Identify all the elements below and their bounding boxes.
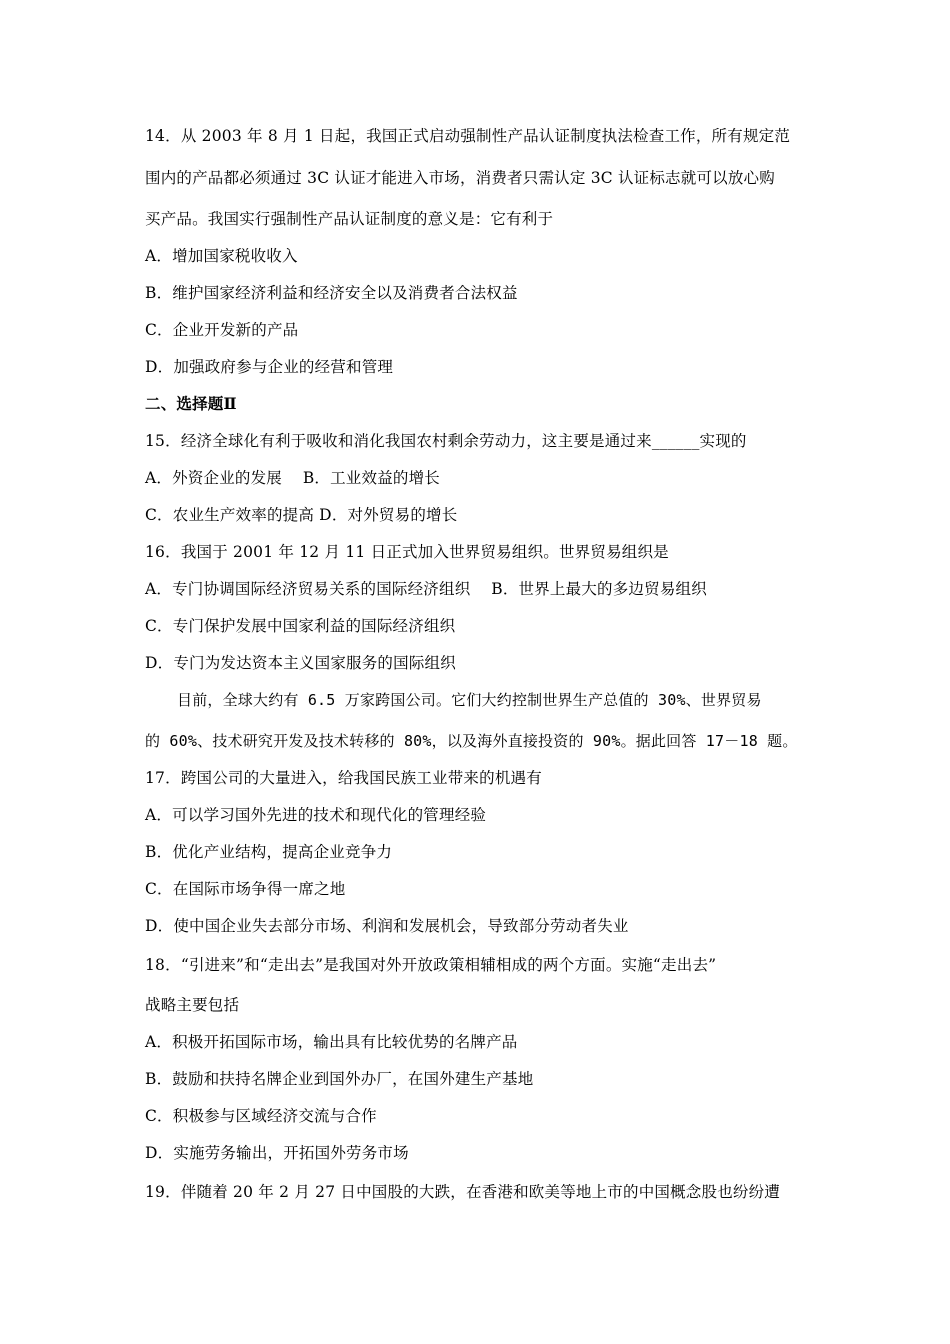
- question-14-stem-line-1: 14．从 2003 年 8 月 1 日起，我国正式启动强制性产品认证制度执法检查工作，所有规定范: [145, 127, 791, 145]
- section-title: 二、选择题Ⅱ: [145, 394, 237, 413]
- question-18-option-c: C．积极参与区域经济交流与合作: [145, 1107, 377, 1125]
- question-14-option-d: D．加强政府参与企业的经营和管理: [145, 358, 394, 376]
- question-17-option-a: A．可以学习国外先进的技术和现代化的管理经验: [145, 806, 487, 824]
- question-17-option-d: D．使中国企业失去部分市场、利润和发展机会，导致部分劳动者失业: [145, 917, 629, 935]
- question-14-option-b: B．维护国家经济利益和经济安全以及消费者合法权益: [145, 284, 518, 302]
- question-18-option-d: D．实施劳务输出，开拓国外劳务市场: [145, 1144, 409, 1162]
- question-14-option-c: C．企业开发新的产品: [145, 321, 299, 339]
- question-16-option-c: C．专门保护发展中国家利益的国际经济组织: [145, 617, 456, 635]
- question-15-options-cd: C．农业生产效率的提高 D．对外贸易的增长: [145, 506, 458, 524]
- question-15-stem: 15．经济全球化有利于吸收和消化我国农村剩余劳动力，这主要是通过来______实现的: [145, 432, 747, 450]
- question-16-option-d: D．专门为发达资本主义国家服务的国际组织: [145, 654, 456, 672]
- question-17-stem: 17．跨国公司的大量进入，给我国民族工业带来的机遇有: [145, 769, 542, 787]
- question-18-option-b: B．鼓励和扶持名牌企业到国外办厂，在国外建生产基地: [145, 1070, 534, 1088]
- question-17-option-c: C．在国际市场争得一席之地: [145, 880, 346, 898]
- question-18-option-a: A．积极开拓国际市场，输出具有比较优势的名牌产品: [145, 1033, 518, 1051]
- question-16-options-ab: A．专门协调国际经济贸易关系的国际经济组织 B．世界上最大的多边贸易组织: [145, 580, 707, 598]
- question-17-option-b: B．优化产业结构，提高企业竞争力: [145, 843, 393, 861]
- question-15-options-ab: A．外资企业的发展 B．工业效益的增长: [145, 469, 441, 487]
- question-18-stem-line-2: 战略主要包括: [145, 996, 240, 1014]
- question-16-stem: 16．我国于 2001 年 12 月 11 日正式加入世界贸易组织。世界贸易组织是: [145, 543, 669, 561]
- question-14-stem-line-2: 围内的产品都必须通过 3C 认证才能进入市场，消费者只需认定 3C 认证标志就可以放心购: [145, 169, 775, 187]
- question-19-stem-line-1: 19．伴随着 20 年 2 月 27 日中国股的大跌，在香港和欧美等地上市的中国概念股也纷纷遭: [145, 1183, 780, 1201]
- question-14-option-a: A．增加国家税收收入: [145, 247, 298, 265]
- passage-line-1: 目前，全球大约有 6.5 万家跨国公司。它们大约控制世界生产总值的 30%、世界贸易: [177, 691, 762, 709]
- question-18-stem-line-1: 18．“引进来”和“走出去”是我国对外开放政策相辅相成的两个方面。实施“走出去”: [145, 956, 717, 974]
- question-14-stem-line-3: 买产品。我国实行强制性产品认证制度的意义是：它有利于: [145, 210, 554, 228]
- passage-line-2: 的 60%、技术研究开发及技术转移的 80%，以及海外直接投资的 90%。据此回答 17－18 题。: [145, 732, 798, 750]
